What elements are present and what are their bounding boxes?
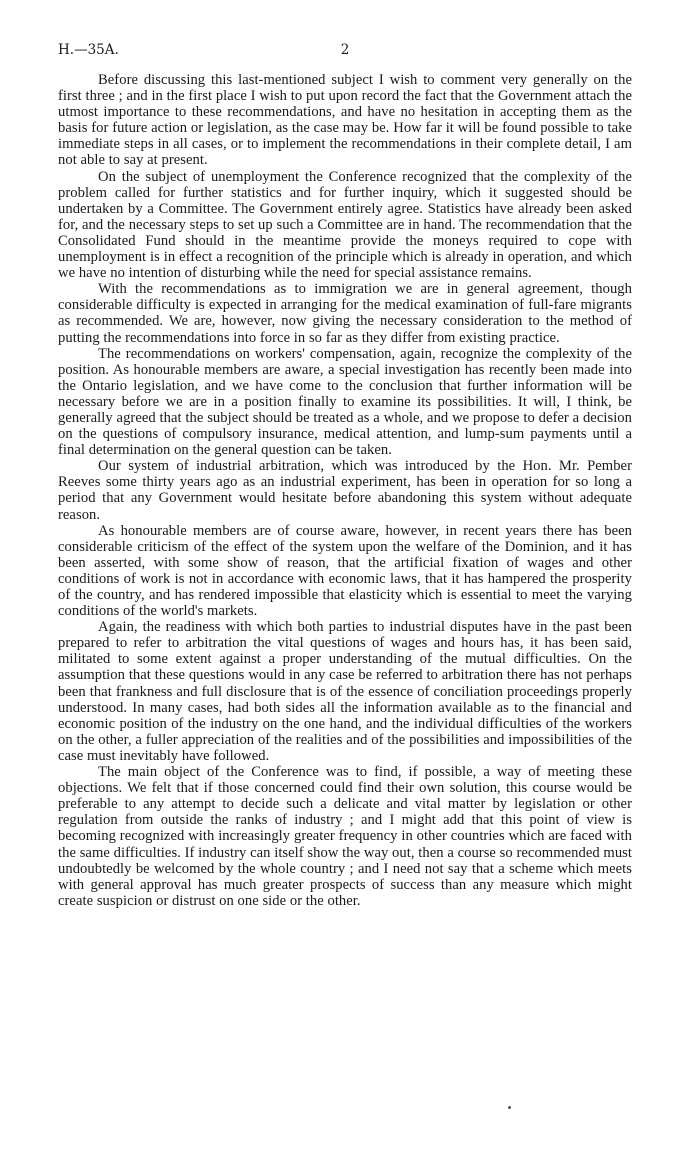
page-number: 2 [340, 42, 350, 58]
paragraph: Again, the readiness with which both parties to industrial disputes have in the past been prepared to refer to arbitration the vital questions of wages and hours has, it has been said, militated to some extent against a proper understanding of the mutual difficulties. On the assumption that these questions would in any case be referred to arbitration there has not perhaps been that frankness and full disclosure that is of the essence of conciliation proceedings properly understood. In many cases, had both sides all the information available as to the financial and economic position of the industry on the one hand, and the individual difficulties of the workers on the other, a fuller appreciation of the realities and of the possibilities and impossibilities of the case must inevitably have followed. [58, 619, 632, 764]
document-page [58, 42, 632, 909]
paragraph: On the subject of unemployment the Conference recognized that the complexity of the problem called for further statistics and for further inquiry, which it suggested should be undertaken by a Committee. The Government entirely agree. Statistics have already been asked for, and the necessary steps to set up such a Committee are in hand. The recommendation that the Consolidated Fund should in the meantime provide the moneys required to cope with unemployment is in effect a recognition of the principle which is already in operation, and which we have no intention of disturbing while the need for special assistance remains. [58, 168, 632, 282]
paragraph: Before discussing this last-mentioned subject I wish to comment very generally on the first three ; and in the first place I wish to put upon record the fact that the Government attach the utmost importance to these recommendations, and have no hesitation in accepting them as the basis for future action or legislation, as the case may be. How far it will be found possible to take immediate steps in all cases, or to implement the recommendations in their complete detail, I am not able to say at present. [58, 72, 632, 169]
paragraph: The recommendations on workers' compensation, again, recognize the complexity of the position. As honourable members are aware, a special investigation has recently been made into the Ontario legislation, and we have come to the conclusion that further information will be necessary before we are in a position finally to examine its possibilities. It will, I think, be generally agreed that the subject should be treated as a whole, and we propose to defer a decision on the questions of compulsory insurance, medical attention, and lump-sum payments until a final determination on the general question can be taken. [58, 345, 632, 459]
paragraph: As honourable members are of course aware, however, in recent years there has been considerable criticism of the effect of the system upon the welfare of the Dominion, and it has been asserted, with some show of reason, that the artificial fixation of wages and other conditions of work is not in accordance with economic laws, that it has hampered the prosperity of the country, and has rendered impossible that elasticity which is essential to meet the varying conditions of the world's markets. [58, 522, 632, 620]
scan-speck [508, 1106, 511, 1109]
page-header [58, 42, 632, 66]
paragraph: Our system of industrial arbitration, which was introduced by the Hon. Mr. Pember Reeves some thirty years ago as an industrial experiment, has been in operation for so long a period that any Government would hesitate before abandoning this system without adequate reason. [58, 458, 632, 523]
paragraph: The main object of the Conference was to find, if possible, a way of meeting these objections. We felt that if those concerned could find their own solution, this course would be preferable to any attempt to decide such a delicate and vital matter by legislation or other regulation from outside the ranks of industry ; and I might add that this point of view is becoming recognized with increasingly greater frequency in other countries which are faced with the same difficulties. If industry can itself show the way out, then a course so recommended must undoubtedly be welcomed by the whole country ; and I need not say that a scheme which meets with general approval has much greater prospects of success than any measure which might create suspicion or distrust on one side or the other. [58, 764, 632, 909]
paragraph: With the recommendations as to immigration we are in general agreement, though considerable difficulty is expected in arranging for the medical examination of full-fare migrants as recommended. We are, however, now giving the necessary consideration to the method of putting the recommendations into force in so far as they differ from existing practice. [58, 281, 632, 346]
body-text [58, 72, 632, 909]
document-reference: H.—35A. [58, 42, 119, 58]
